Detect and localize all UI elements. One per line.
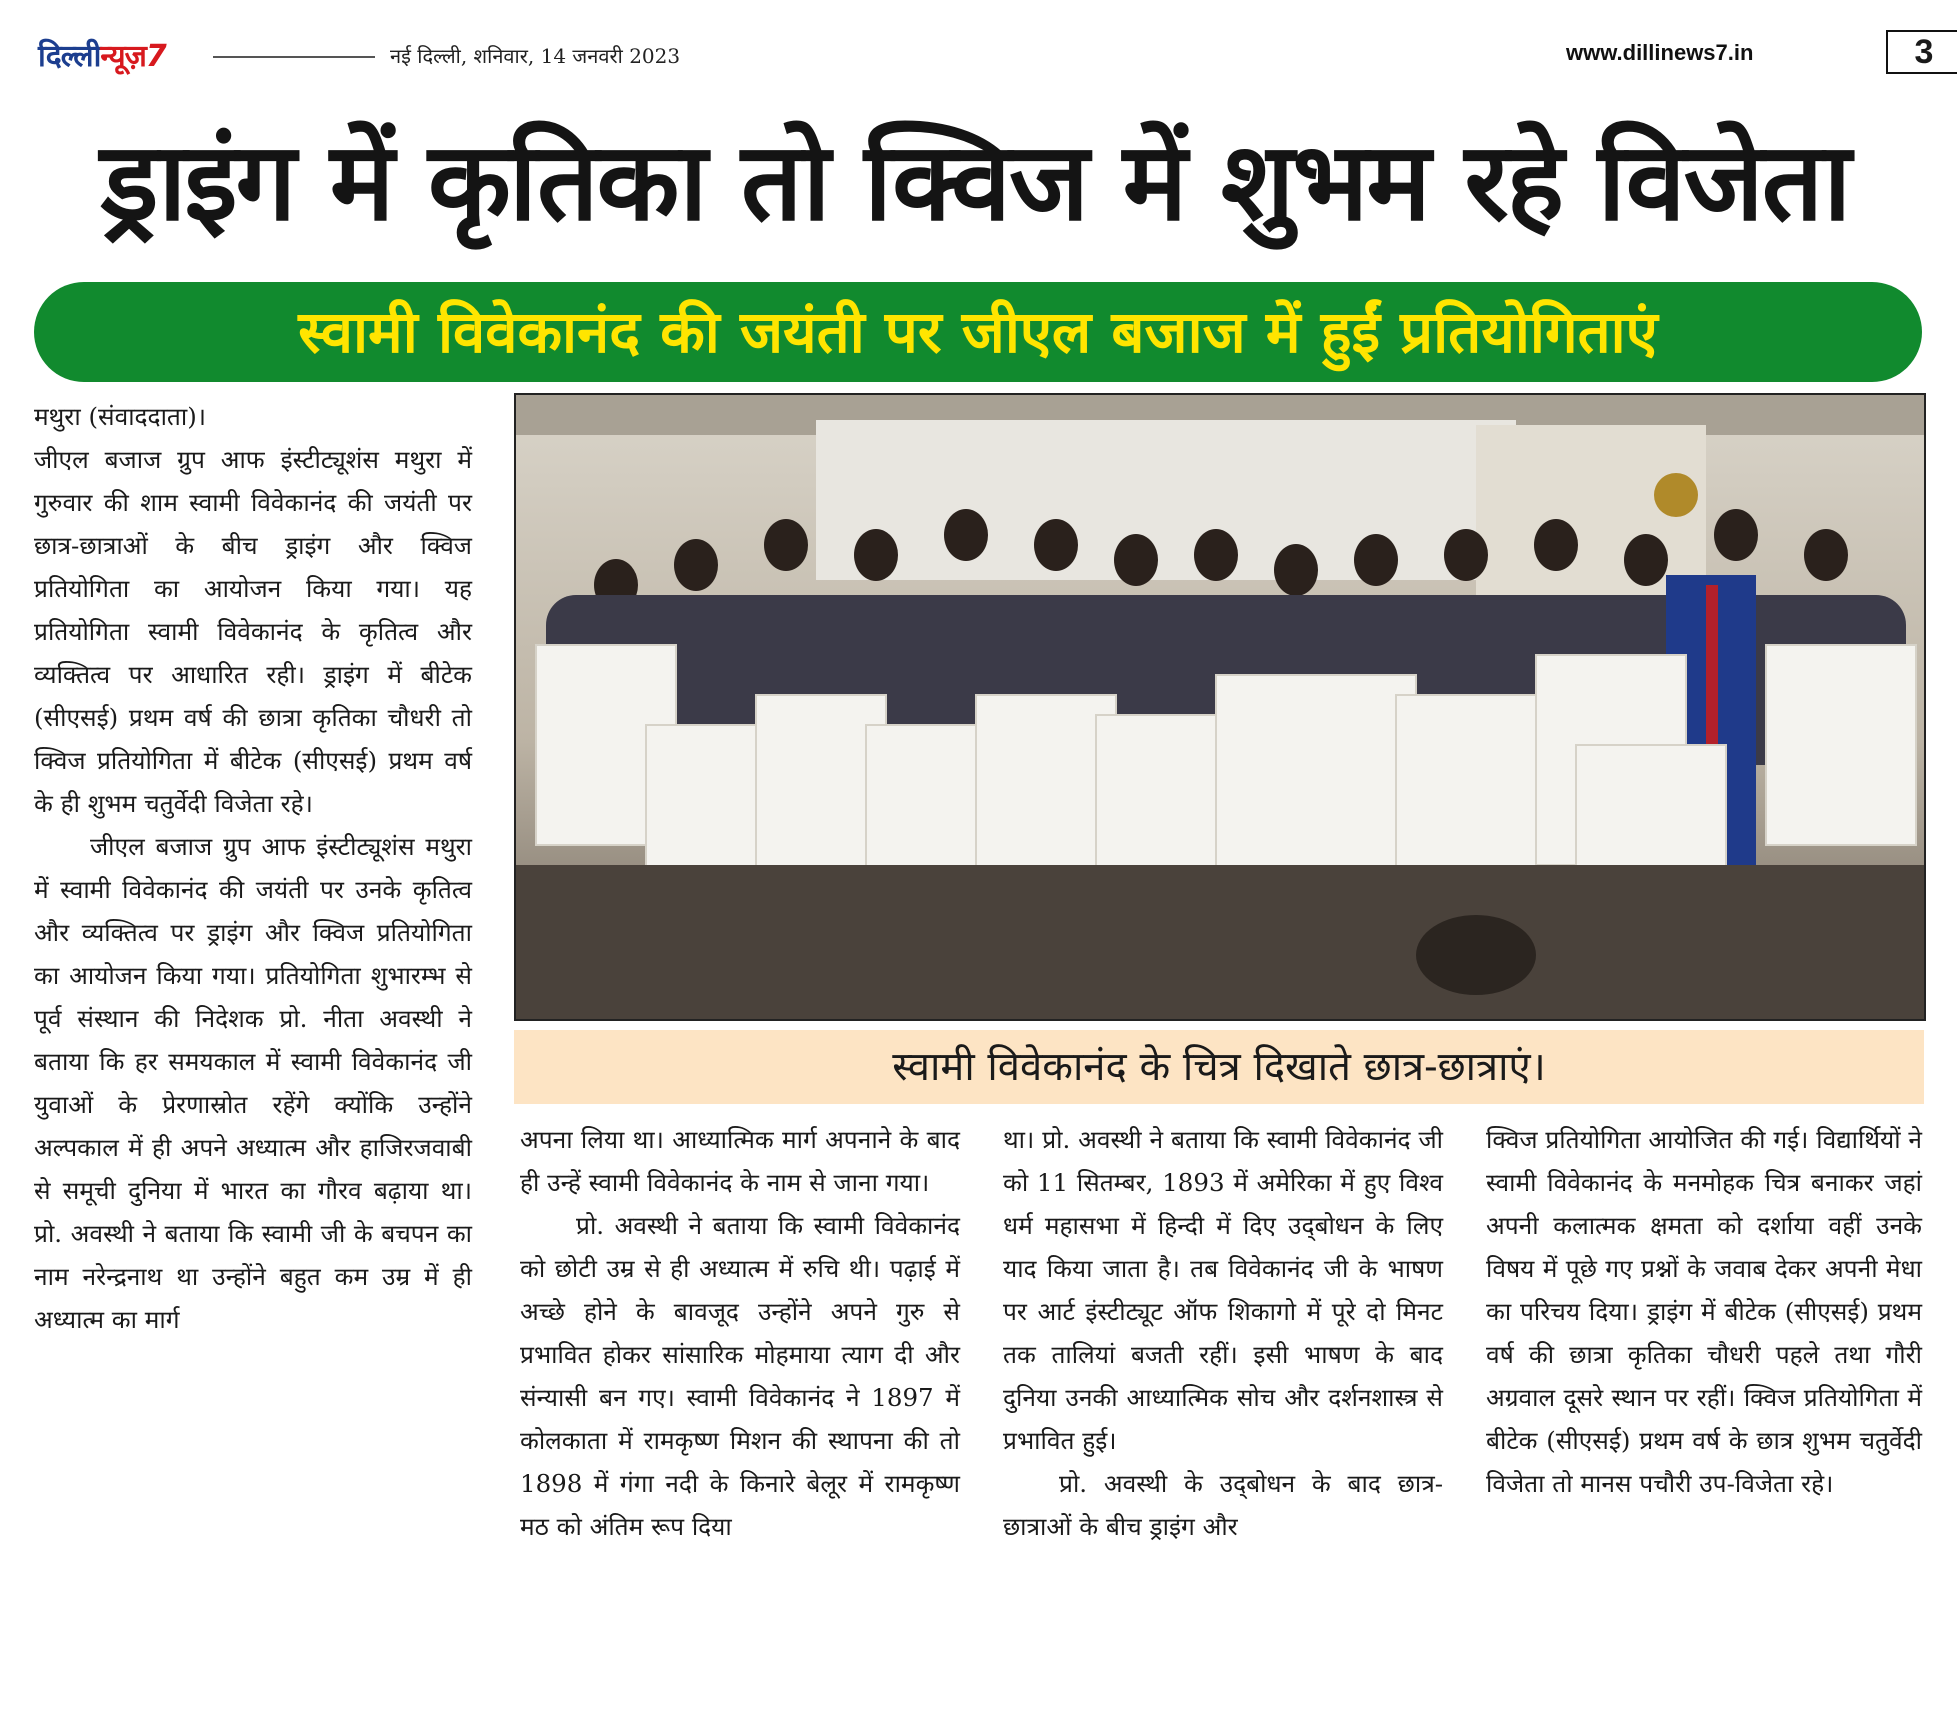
page-number: 3 — [1886, 30, 1957, 74]
article-paragraph: क्विज प्रतियोगिता आयोजित की गई। विद्यार्थियों ने स्वामी विवेकानंद के मनमोहक चित्र बनाकर जहां अपनी कलात्मक क्षमता को दर्शाया वहीं उनके विषय में पूछे गए प्रश्नों के जवाब देकर अपनी मेधा का परिचय दिया। ड्राइंग में बीटेक (सीएसई) प्रथम वर्ष की छात्रा कृतिका चौधरी पहले तथा गौरी अग्रवाल दूसरे स्थान पर रहीं। क्विज प्रतियोगिता में बीटेक (सीएसई) प्रथम वर्ष के छात्र शुभम चतुर्वेदी विजेता तो मानस पचौरी उप-विजेता रहे। — [1486, 1125, 1922, 1498]
article-paragraph: प्रो. अवस्थी ने बताया कि स्वामी विवेकानंद को छोटी उम्र से ही अध्यात्म में रुचि थी। पढ़ाई में अच्छे होने के बावजूद उन्होंने अपने गुरु से प्रभावित होकर सांसारिक मोहमाया त्याग दी और संन्यासी बन गए। स्वामी विवेकानंद ने 1897 में कोलकाता में रामकृष्ण मिशन की स्थापना की तो 1898 में गंगा नदी के किनारे बेलूर में रामकृष्ण मठ को अंतिम रूप दिया — [520, 1211, 960, 1541]
article-column-2 — [520, 1118, 960, 1548]
article-column-4 — [1486, 1118, 1922, 1505]
header-rule — [213, 56, 375, 58]
headline: ड्राइंग में कृतिका तो क्विज में शुभम रहे विजेता — [100, 120, 1850, 245]
article-column-3 — [1003, 1118, 1443, 1548]
website-url: www.dillinews7.in — [1566, 40, 1754, 65]
logo-part-seven: 7 — [145, 39, 166, 74]
students-photo-illustration — [516, 395, 1924, 1019]
article-paragraph: प्रो. अवस्थी के उद्‌बोधन के बाद छात्र-छात्राओं के बीच ड्राइंग और — [1003, 1469, 1443, 1541]
article-column-1 — [34, 395, 472, 1341]
page-header — [38, 28, 1934, 84]
news-photo — [514, 393, 1926, 1021]
photo-caption: स्वामी विवेकानंद के चित्र दिखाते छात्र-छात्राएं। — [514, 1030, 1924, 1104]
dateline: नई दिल्ली, शनिवार, 14 जनवरी 2023 — [390, 44, 681, 68]
article-paragraph: मथुरा (संवाददाता)। — [34, 402, 207, 431]
article-paragraph: था। प्रो. अवस्थी ने बताया कि स्वामी विवेकानंद जी को 11 सितम्बर, 1893 में अमेरिका में हुए विश्व धर्म महासभा में हिन्दी में दिए उद्‌बोधन के लिए याद किया जाता है। तब विवेकानंद जी के भाषण पर आर्ट इंस्टीट्यूट ऑफ शिकागो में पूरे दो मिनट तक तालियां बजती रहीं। इसी भाषण के बाद दुनिया उनकी आध्यात्मिक सोच और दर्शनशास्त्र से प्रभावित हुई। — [1003, 1125, 1443, 1455]
logo-part-news: न्यूज़ — [100, 39, 146, 74]
subheadline-banner: स्वामी विवेकानंद की जयंती पर जीएल बजाज में हुईं प्रतियोगिताएं — [34, 282, 1922, 382]
logo-part-delhi: दिल्ली — [38, 39, 101, 74]
article-paragraph: जीएल बजाज ग्रुप आफ इंस्टीट्यूशंस मथुरा में स्वामी विवेकानंद की जयंती पर उनके कृतित्व और व्यक्तित्व पर ड्राइंग और क्विज प्रतियोगिता का आयोजन किया गया। प्रतियोगिता शुभारम्भ से पूर्व संस्थान की निदेशक प्रो. नीता अवस्थी ने बताया कि हर समयकाल में स्वामी विवेकानंद जी युवाओं के प्रेरणास्रोत रहेंगे क्योंकि उन्होंने अल्पकाल में ही अपने अध्यात्म और हाजिरजवाबी से समूची दुनिया में भारत का गौरव बढ़ाया था। प्रो. अवस्थी ने बताया कि स्वामी जी के बचपन का नाम नरेन्द्रनाथ था उन्होंने बहुत कम उम्र में ही अध्यात्म का मार्ग — [34, 832, 472, 1334]
article-paragraph: अपना लिया था। आध्यात्मिक मार्ग अपनाने के बाद ही उन्हें स्वामी विवेकानंद के नाम से जाना गया। — [520, 1125, 960, 1197]
newspaper-logo — [38, 34, 166, 75]
article-paragraph: जीएल बजाज ग्रुप आफ इंस्टीट्यूशंस मथुरा में गुरुवार की शाम स्वामी विवेकानंद की जयंती पर छात्र-छात्राओं के बीच ड्राइंग और क्विज प्रतियोगिता का आयोजन किया गया। यह प्रतियोगिता स्वामी विवेकानंद के कृतित्व और व्यक्तित्व पर आधारित रही। ड्राइंग में बीटेक (सीएसई) प्रथम वर्ष की छात्रा कृतिका चौधरी तो क्विज प्रतियोगिता में बीटेक (सीएसई) प्रथम वर्ष के ही शुभम चतुर्वेदी विजेता रहे। — [34, 445, 472, 818]
